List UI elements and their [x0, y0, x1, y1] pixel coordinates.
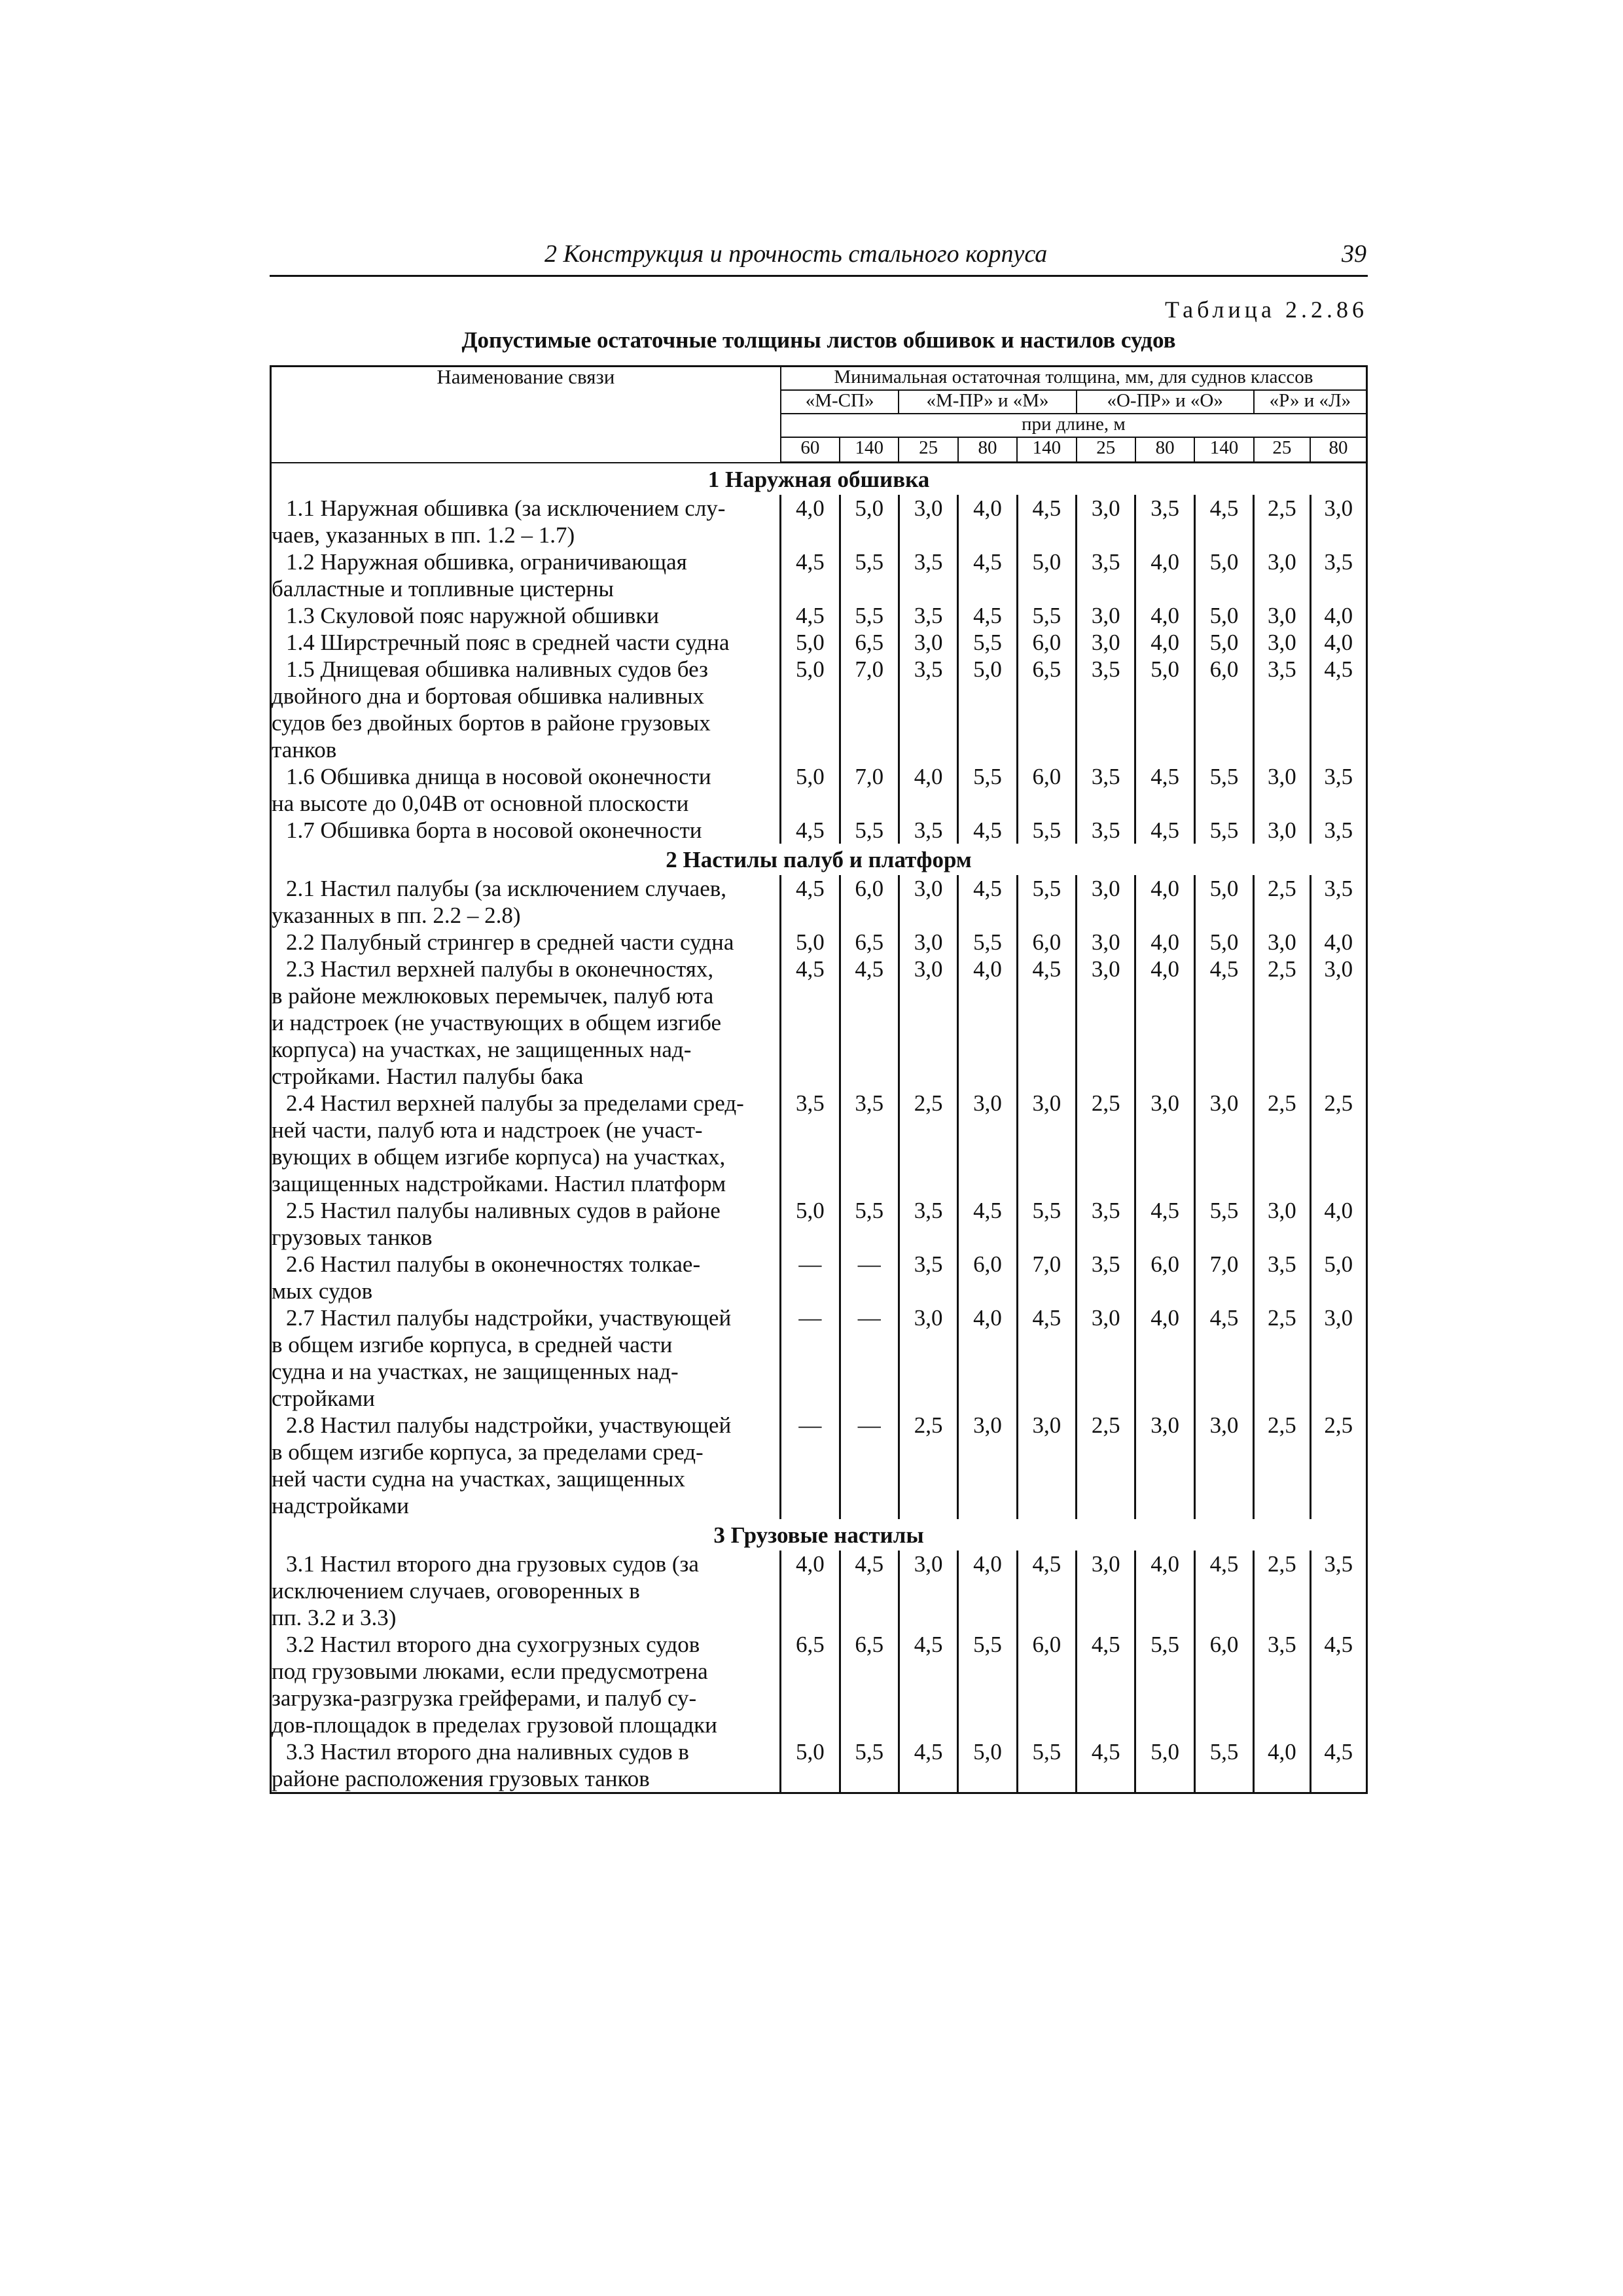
value-cell: 4,0 — [1135, 929, 1194, 956]
value-cell: 3,5 — [1310, 763, 1366, 817]
value-cell: 4,5 — [840, 1551, 899, 1631]
value-cell: 4,0 — [1135, 956, 1194, 1090]
value-cell: 6,0 — [1017, 763, 1076, 817]
value-cell: 4,5 — [1194, 956, 1253, 1090]
value-cell: 4,0 — [1135, 1551, 1194, 1631]
value-cell: 4,5 — [958, 1197, 1017, 1251]
value-cell: 7,0 — [1194, 1251, 1253, 1304]
table-row — [271, 602, 1367, 629]
value-cell: 4,5 — [1135, 817, 1194, 844]
row-name: 2.6 Настил палубы в оконечностях толкае- мых судов — [272, 1251, 701, 1304]
value-cell: 5,5 — [958, 629, 1017, 656]
length-cell: 140 — [840, 437, 899, 463]
value-cell: 2,5 — [1254, 956, 1310, 1090]
value-cell: 3,0 — [1077, 495, 1135, 548]
class-header: «М-ПР» и «М» — [899, 390, 1076, 414]
value-cell: 4,5 — [1194, 495, 1253, 548]
value-cell: 3,0 — [1194, 1412, 1253, 1519]
value-cell: — — [840, 1412, 899, 1519]
value-cell: 3,5 — [781, 1090, 840, 1197]
value-cell: 5,5 — [958, 1631, 1017, 1738]
value-cell: 4,0 — [958, 495, 1017, 548]
value-cell: 3,0 — [899, 956, 957, 1090]
value-cell: 5,5 — [1017, 1738, 1076, 1793]
table-row — [271, 1412, 1367, 1519]
name-column-header: Наименование связи — [271, 367, 781, 463]
value-cell: 4,5 — [899, 1631, 957, 1738]
value-cell: 3,0 — [1017, 1090, 1076, 1197]
table-row — [271, 1304, 1367, 1412]
table-row — [271, 875, 1367, 929]
value-cell: 4,5 — [958, 817, 1017, 844]
value-cell: 2,5 — [1254, 1412, 1310, 1519]
value-cell: 3,0 — [899, 929, 957, 956]
value-cell: 4,5 — [1135, 1197, 1194, 1251]
table-row — [271, 1551, 1367, 1631]
section-row — [271, 1519, 1367, 1551]
table-row — [271, 763, 1367, 817]
value-cell: 4,0 — [1310, 629, 1366, 656]
value-cell: 4,0 — [1254, 1738, 1310, 1793]
value-cell: 5,5 — [1017, 875, 1076, 929]
value-cell: 4,5 — [899, 1738, 957, 1793]
value-cell: 4,5 — [1077, 1738, 1135, 1793]
value-cell: 3,5 — [1254, 1631, 1310, 1738]
value-cell: 3,0 — [1017, 1412, 1076, 1519]
value-cell: 3,0 — [1254, 548, 1310, 602]
value-cell: 3,0 — [1254, 929, 1310, 956]
value-cell: 3,0 — [1254, 629, 1310, 656]
table-row — [271, 1090, 1367, 1197]
value-cell: 3,0 — [1310, 1304, 1366, 1412]
value-cell: 5,5 — [1017, 817, 1076, 844]
row-name: 2.8 Настил палубы надстройки, участвующей в общем изгибе корпуса, за пределами сред- ней части судна на участках, защищенных надстройками — [272, 1412, 732, 1518]
value-cell: 4,5 — [781, 817, 840, 844]
value-cell: 2,5 — [1310, 1090, 1366, 1197]
value-cell: 3,0 — [1254, 817, 1310, 844]
value-cell: 4,0 — [781, 1551, 840, 1631]
value-cell: 3,5 — [1077, 817, 1135, 844]
row-name: 2.4 Настил верхней палубы за пределами сред- ней части, палуб юта и надстроек (не участ- вующих в общем изгибе корпуса) на участках, защищенных надстройками. Настил платформ — [272, 1090, 744, 1196]
value-cell: 5,5 — [1017, 602, 1076, 629]
value-cell: 2,5 — [1254, 1090, 1310, 1197]
table-row — [271, 1251, 1367, 1304]
length-header: при длине, м — [781, 414, 1367, 437]
length-cell: 25 — [899, 437, 957, 463]
value-cell: 4,0 — [781, 495, 840, 548]
value-cell: — — [781, 1251, 840, 1304]
value-cell: 6,0 — [1194, 656, 1253, 763]
section-title: 3 Грузовые настилы — [713, 1522, 924, 1548]
value-cell: 3,5 — [1077, 763, 1135, 817]
value-cell: 6,5 — [840, 929, 899, 956]
value-cell: 7,0 — [840, 656, 899, 763]
row-name: 1.7 Обшивка борта в носовой оконечности — [286, 817, 702, 843]
table-row — [271, 1197, 1367, 1251]
value-cell: 4,5 — [1017, 1304, 1076, 1412]
section-row — [271, 463, 1367, 495]
value-cell: 4,0 — [958, 1304, 1017, 1412]
table-row — [271, 629, 1367, 656]
running-title: 2 Конструкция и прочность стального корпуса — [544, 240, 1048, 268]
value-cell: 2,5 — [899, 1412, 957, 1519]
value-cell: 2,5 — [1254, 1551, 1310, 1631]
value-cell: 5,5 — [1135, 1631, 1194, 1738]
row-name: 1.1 Наружная обшивка (за исключением слу- чаев, указанных в пп. 1.2 – 1.7) — [272, 495, 726, 548]
row-name: 1.2 Наружная обшивка, ограничивающая балластные и топливные цистерны — [272, 549, 687, 601]
value-cell: 5,0 — [781, 656, 840, 763]
row-name: 1.3 Скуловой пояс наружной обшивки — [286, 603, 659, 628]
value-cell: 3,0 — [1194, 1090, 1253, 1197]
row-name: 1.5 Днищевая обшивка наливных судов без двойного дна и бортовая обшивка наливных судов без двойных бортов в районе грузовых танков — [272, 656, 711, 762]
value-cell: 4,0 — [958, 956, 1017, 1090]
length-cell: 80 — [958, 437, 1017, 463]
value-cell: 5,0 — [958, 656, 1017, 763]
table-row — [271, 548, 1367, 602]
value-cell: 2,5 — [1254, 495, 1310, 548]
value-cell: 4,5 — [1310, 1631, 1366, 1738]
value-cell: 4,5 — [1194, 1551, 1253, 1631]
length-cell: 60 — [781, 437, 840, 463]
value-cell: 6,5 — [1017, 656, 1076, 763]
value-cell: 5,0 — [781, 1197, 840, 1251]
value-cell: 3,0 — [899, 875, 957, 929]
value-cell: 4,5 — [781, 956, 840, 1090]
value-cell: 3,0 — [899, 1304, 957, 1412]
value-cell: 3,0 — [1135, 1412, 1194, 1519]
value-cell: 6,0 — [840, 875, 899, 929]
value-cell: 2,5 — [1077, 1090, 1135, 1197]
value-cell: 3,5 — [1077, 656, 1135, 763]
row-name: 2.7 Настил палубы надстройки, участвующей в общем изгибе корпуса, в средней части судна и на участках, не защищенных над- стройками — [272, 1305, 732, 1411]
value-cell: 5,0 — [781, 629, 840, 656]
value-cell: 5,0 — [1194, 548, 1253, 602]
value-cell: 4,0 — [1135, 602, 1194, 629]
value-cell: 3,0 — [899, 629, 957, 656]
row-name: 2.5 Настил палубы наливных судов в районе грузовых танков — [272, 1198, 721, 1250]
value-cell: 3,5 — [899, 656, 957, 763]
value-cell: 6,5 — [840, 629, 899, 656]
value-cell: 3,0 — [1077, 1304, 1135, 1412]
value-cell: 3,0 — [1254, 602, 1310, 629]
page-header — [270, 238, 1368, 277]
value-cell: 3,0 — [1077, 602, 1135, 629]
row-name: 2.1 Настил палубы (за исключением случаев, указанных в пп. 2.2 – 2.8) — [272, 876, 727, 928]
value-cell: 3,5 — [1077, 1197, 1135, 1251]
row-name: 2.2 Палубный стрингер в средней части судна — [286, 929, 734, 955]
value-cell: 5,5 — [1194, 1738, 1253, 1793]
value-cell: 5,5 — [840, 1197, 899, 1251]
table-title: Допустимые остаточные толщины листов обшивок и настилов судов — [461, 327, 1176, 353]
section-row — [271, 844, 1367, 875]
value-cell: 6,0 — [958, 1251, 1017, 1304]
table-row — [271, 817, 1367, 844]
table-row — [271, 929, 1367, 956]
value-cell: 5,0 — [1017, 548, 1076, 602]
value-cell: 4,0 — [1310, 1197, 1366, 1251]
value-cell: 2,5 — [1310, 1412, 1366, 1519]
value-cell: 2,5 — [899, 1090, 957, 1197]
value-cell: 4,0 — [1135, 875, 1194, 929]
value-cell: 5,5 — [840, 548, 899, 602]
group-header: Минимальная остаточная толщина, мм, для суднов классов — [781, 367, 1367, 391]
value-cell: 3,0 — [1254, 1197, 1310, 1251]
value-cell: 6,5 — [840, 1631, 899, 1738]
value-cell: 3,5 — [899, 548, 957, 602]
value-cell: 5,0 — [781, 1738, 840, 1793]
value-cell: 5,5 — [1017, 1197, 1076, 1251]
class-header: «Р» и «Л» — [1254, 390, 1367, 414]
value-cell: 4,5 — [1310, 1738, 1366, 1793]
value-cell: 5,5 — [840, 602, 899, 629]
value-cell: 5,5 — [1194, 817, 1253, 844]
table-row — [271, 1631, 1367, 1738]
value-cell: 3,0 — [958, 1412, 1017, 1519]
value-cell: 4,0 — [1135, 1304, 1194, 1412]
length-cell: 80 — [1135, 437, 1194, 463]
value-cell: 6,0 — [1194, 1631, 1253, 1738]
value-cell: 3,0 — [1310, 956, 1366, 1090]
value-cell: 3,5 — [899, 1197, 957, 1251]
value-cell: 3,5 — [1077, 1251, 1135, 1304]
value-cell: — — [781, 1412, 840, 1519]
value-cell: 3,5 — [1310, 875, 1366, 929]
value-cell: 5,5 — [1194, 763, 1253, 817]
row-name: 2.3 Настил верхней палубы в оконечностях, в районе межлюковых перемычек, палуб юта и надстроек (не участвующих в общем изгибе корпуса) на участках, не защищенных над- стройками. Настил палубы бака — [272, 956, 722, 1089]
value-cell: 4,5 — [781, 602, 840, 629]
value-cell: 5,0 — [1310, 1251, 1366, 1304]
value-cell: 3,0 — [1077, 929, 1135, 956]
value-cell: 5,5 — [958, 929, 1017, 956]
value-cell: 6,0 — [1017, 1631, 1076, 1738]
value-cell: 4,5 — [781, 875, 840, 929]
value-cell: 3,0 — [1310, 495, 1366, 548]
value-cell: 3,5 — [1310, 548, 1366, 602]
value-cell: 5,0 — [1194, 875, 1253, 929]
section-title: 2 Настилы палуб и платформ — [666, 846, 972, 872]
value-cell: 6,5 — [781, 1631, 840, 1738]
length-cell: 25 — [1077, 437, 1135, 463]
value-cell: 5,0 — [1135, 1738, 1194, 1793]
value-cell: 3,0 — [958, 1090, 1017, 1197]
value-cell: 3,5 — [840, 1090, 899, 1197]
class-header: «М-СП» — [781, 390, 899, 414]
value-cell: 5,0 — [1194, 929, 1253, 956]
value-cell: — — [781, 1304, 840, 1412]
value-cell: 4,5 — [1194, 1304, 1253, 1412]
value-cell: 4,0 — [899, 763, 957, 817]
value-cell: 6,0 — [1017, 929, 1076, 956]
value-cell: 5,0 — [781, 763, 840, 817]
value-cell: 4,0 — [958, 1551, 1017, 1631]
value-cell: 3,5 — [1135, 495, 1194, 548]
value-cell: — — [840, 1304, 899, 1412]
value-cell: 3,0 — [899, 495, 957, 548]
value-cell: — — [840, 1251, 899, 1304]
value-cell: 3,0 — [899, 1551, 957, 1631]
value-cell: 3,5 — [1254, 656, 1310, 763]
value-cell: 3,5 — [1310, 817, 1366, 844]
value-cell: 5,0 — [781, 929, 840, 956]
value-cell: 3,5 — [899, 602, 957, 629]
value-cell: 4,0 — [1310, 929, 1366, 956]
value-cell: 6,0 — [1017, 629, 1076, 656]
value-cell: 4,5 — [1017, 956, 1076, 1090]
value-cell: 4,5 — [1077, 1631, 1135, 1738]
thickness-table — [270, 365, 1368, 1794]
value-cell: 5,0 — [840, 495, 899, 548]
value-cell: 3,0 — [1077, 956, 1135, 1090]
length-cell: 25 — [1254, 437, 1310, 463]
value-cell: 5,0 — [1194, 629, 1253, 656]
length-cell: 80 — [1310, 437, 1366, 463]
value-cell: 2,5 — [1254, 875, 1310, 929]
table-row — [271, 495, 1367, 548]
row-name: 3.2 Настил второго дна сухогрузных судов под грузовыми люками, если предусмотрена загрузка-разгрузка грейферами, и палуб су- дов-площадок в пределах грузовой площадки — [272, 1632, 717, 1738]
value-cell: 4,5 — [1310, 656, 1366, 763]
value-cell: 4,5 — [781, 548, 840, 602]
value-cell: 3,0 — [1135, 1090, 1194, 1197]
table-label: Таблица 2.2.86 — [1165, 296, 1368, 323]
value-cell: 4,0 — [1310, 602, 1366, 629]
value-cell: 4,0 — [1135, 629, 1194, 656]
value-cell: 3,5 — [1254, 1251, 1310, 1304]
value-cell: 4,5 — [958, 602, 1017, 629]
value-cell: 2,5 — [1077, 1412, 1135, 1519]
value-cell: 7,0 — [840, 763, 899, 817]
value-cell: 5,0 — [1135, 656, 1194, 763]
value-cell: 4,5 — [1135, 763, 1194, 817]
value-cell: 4,5 — [958, 548, 1017, 602]
value-cell: 3,0 — [1254, 763, 1310, 817]
section-title: 1 Наружная обшивка — [707, 466, 930, 492]
row-name: 1.6 Обшивка днища в носовой оконечности на высоте до 0,04B от основной плоскости — [272, 764, 711, 816]
value-cell: 5,5 — [958, 763, 1017, 817]
length-cell: 140 — [1194, 437, 1253, 463]
value-cell: 5,0 — [958, 1738, 1017, 1793]
page-number: 39 — [1342, 240, 1366, 268]
value-cell: 3,0 — [1077, 629, 1135, 656]
length-cell: 140 — [1017, 437, 1076, 463]
row-name: 3.3 Настил второго дна наливных судов в районе расположения грузовых танков — [272, 1739, 689, 1791]
value-cell: 4,5 — [958, 875, 1017, 929]
value-cell: 5,5 — [840, 1738, 899, 1793]
value-cell: 4,5 — [1017, 1551, 1076, 1631]
value-cell: 3,5 — [1077, 548, 1135, 602]
value-cell: 3,0 — [1077, 875, 1135, 929]
row-name: 1.4 Ширстречный пояс в средней части судна — [286, 630, 730, 655]
value-cell: 5,5 — [840, 817, 899, 844]
value-cell: 2,5 — [1254, 1304, 1310, 1412]
class-header: «О-ПР» и «О» — [1077, 390, 1254, 414]
value-cell: 5,5 — [1194, 1197, 1253, 1251]
value-cell: 3,0 — [1077, 1551, 1135, 1631]
value-cell: 6,0 — [1135, 1251, 1194, 1304]
table-row — [271, 1738, 1367, 1793]
value-cell: 7,0 — [1017, 1251, 1076, 1304]
value-cell: 5,0 — [1194, 602, 1253, 629]
row-name: 3.1 Настил второго дна грузовых судов (за исключением случаев, оговоренных в пп. 3.2 и 3.3) — [272, 1551, 699, 1630]
value-cell: 3,5 — [899, 817, 957, 844]
value-cell: 4,5 — [840, 956, 899, 1090]
table-row — [271, 956, 1367, 1090]
value-cell: 3,5 — [899, 1251, 957, 1304]
value-cell: 4,0 — [1135, 548, 1194, 602]
table-row — [271, 656, 1367, 763]
value-cell: 3,5 — [1310, 1551, 1366, 1631]
value-cell: 4,5 — [1017, 495, 1076, 548]
